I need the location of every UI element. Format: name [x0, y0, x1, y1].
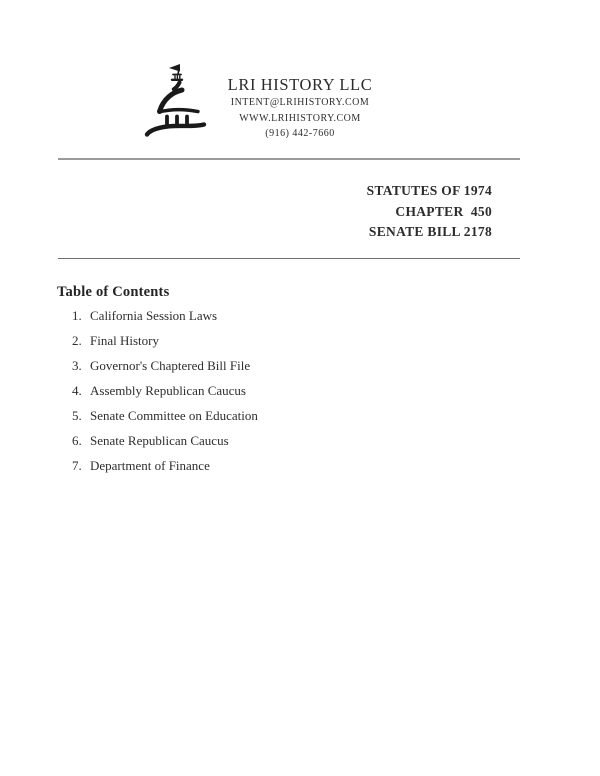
toc-item [72, 453, 512, 478]
toc-item-label: Assembly Republican Caucus [90, 383, 246, 398]
toc-title: Table of Contents [57, 283, 170, 300]
toc-item [72, 303, 512, 328]
letterhead-divider [58, 158, 520, 160]
toc-item-label: Senate Committee on Education [90, 408, 258, 423]
toc-item-number: 5. [72, 408, 82, 423]
toc-item [72, 328, 512, 353]
document-reference-block [58, 181, 492, 243]
company-name: LRI HISTORY LLC [227, 75, 373, 94]
toc-item-number: 6. [72, 433, 82, 448]
senate-bill-line: SENATE BILL 2178 [368, 224, 492, 239]
toc-item-number: 1. [72, 308, 82, 323]
toc-item [72, 428, 512, 453]
toc-item [72, 353, 512, 378]
toc-item-number: 4. [72, 383, 82, 398]
reference-divider [58, 258, 520, 259]
toc-item-label: Final History [90, 333, 159, 348]
company-website: WWW.LRIHISTORY.COM [239, 112, 361, 124]
letterhead-text [0, 75, 600, 142]
company-phone: (916) 442-7660 [265, 128, 335, 139]
toc-item-label: California Session Laws [90, 308, 218, 323]
company-email: INTENT@LRIHISTORY.COM [230, 97, 370, 108]
toc-item-label: Department of Finance [90, 458, 210, 473]
toc-item-label: Governor's Chaptered Bill File [90, 358, 251, 373]
toc-list [72, 303, 512, 478]
statutes-line: STATUTES OF 1974 [366, 183, 492, 198]
letterhead [0, 62, 600, 142]
toc-item [72, 403, 512, 428]
toc-item-number: 2. [72, 333, 82, 348]
chapter-line: CHAPTER 450 [395, 203, 492, 219]
toc-item [72, 378, 512, 403]
toc-item-label: Senate Republican Caucus [90, 433, 229, 448]
toc-item-number: 7. [72, 458, 82, 473]
toc-item-number: 3. [72, 358, 82, 373]
